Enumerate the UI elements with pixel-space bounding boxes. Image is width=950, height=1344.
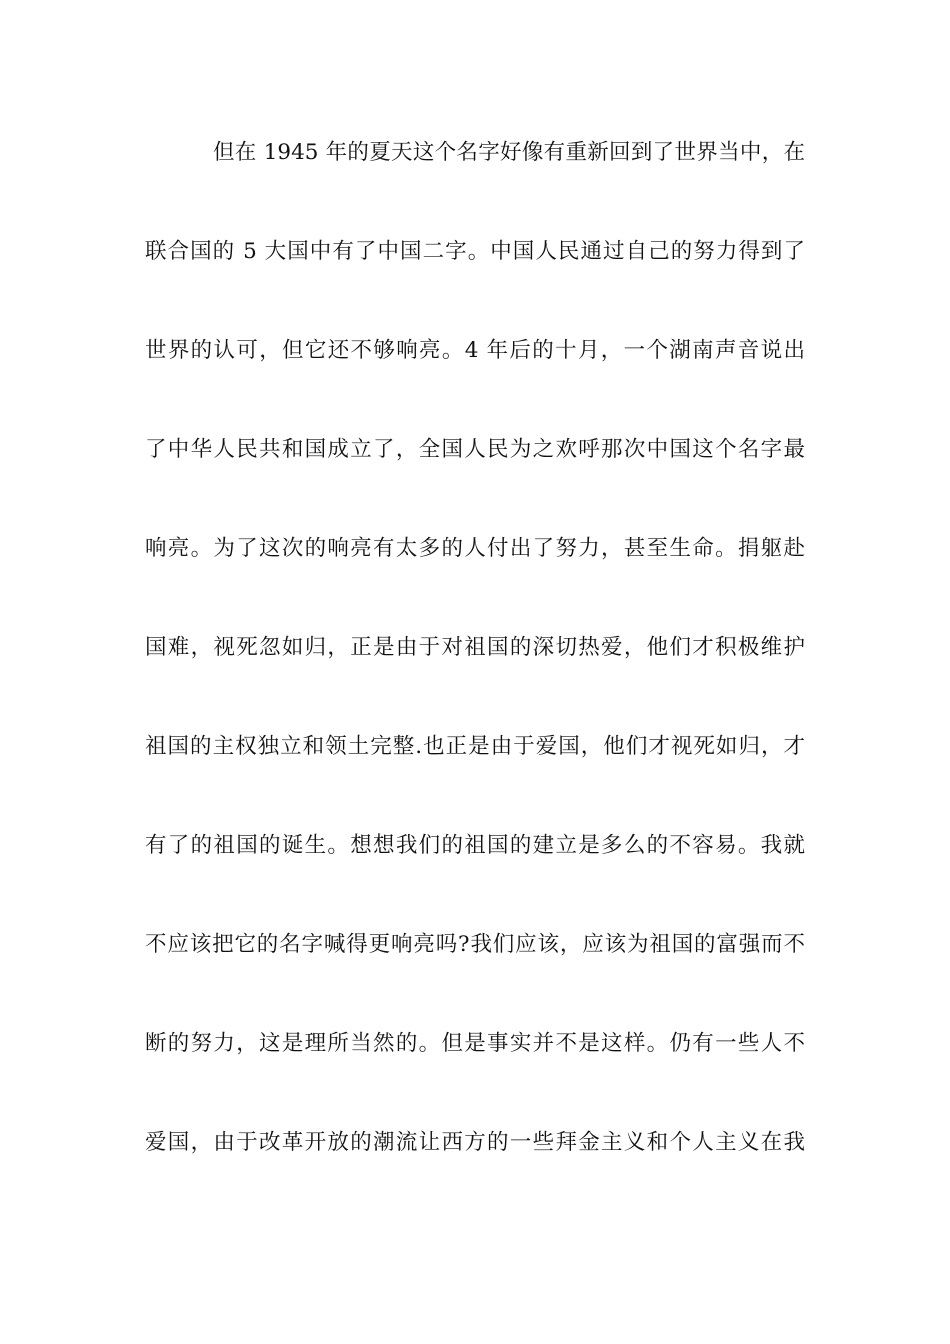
paragraph-line-6: 国难，视死忽如归，正是由于对祖国的深切热爱，他们才积极维护 bbox=[145, 635, 805, 660]
paragraph-line-5: 响亮。为了这次的响亮有太多的人付出了努力，甚至生命。捐躯赴 bbox=[145, 536, 805, 561]
paragraph-line-1: 但在 1945 年的夏天这个名字好像有重新回到了世界当中，在 bbox=[213, 140, 805, 165]
paragraph-line-11: 爱国，由于改革开放的潮流让西方的一些拜金主义和个人主义在我 bbox=[145, 1130, 805, 1155]
paragraph-line-9: 不应该把它的名字喊得更响亮吗?我们应该，应该为祖国的富强而不 bbox=[145, 932, 805, 957]
paragraph-line-4: 了中华人民共和国成立了，全国人民为之欢呼那次中国这个名字最 bbox=[145, 437, 805, 462]
paragraph-line-3: 世界的认可，但它还不够响亮。4 年后的十月，一个湖南声音说出 bbox=[145, 338, 805, 363]
paragraph-line-8: 有了的祖国的诞生。想想我们的祖国的建立是多么的不容易。我就 bbox=[145, 833, 805, 858]
paragraph-line-2: 联合国的 5 大国中有了中国二字。中国人民通过自己的努力得到了 bbox=[145, 239, 805, 264]
paragraph-line-7: 祖国的主权独立和领土完整.也正是由于爱国，他们才视死如归，才 bbox=[145, 734, 805, 759]
paragraph-line-10: 断的努力，这是理所当然的。但是事实并不是这样。仍有一些人不 bbox=[145, 1031, 805, 1056]
